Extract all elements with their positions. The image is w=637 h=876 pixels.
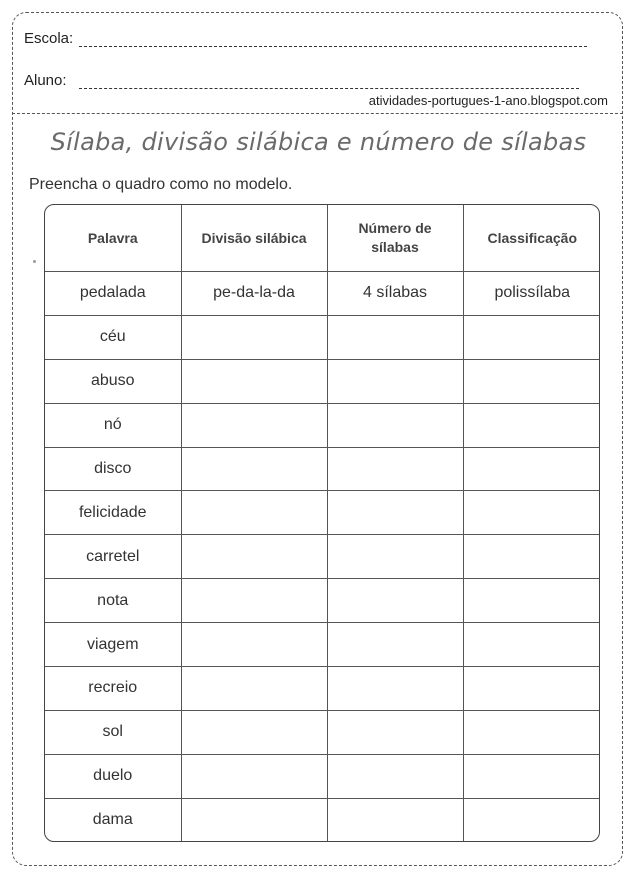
header-classificacao: Classificação <box>463 205 600 272</box>
divisao-blank[interactable] <box>181 447 327 491</box>
header-numero-text: Número de sílabas <box>358 220 432 255</box>
table-row <box>45 710 600 754</box>
numero-blank[interactable] <box>327 403 463 447</box>
numero-blank[interactable] <box>327 798 463 841</box>
aluno-field <box>24 72 579 89</box>
word-cell: carretel <box>45 535 181 579</box>
table-row <box>45 579 600 623</box>
header-palavra: Palavra <box>45 205 181 272</box>
divisao-blank[interactable] <box>181 710 327 754</box>
divisao-blank[interactable] <box>181 491 327 535</box>
divisao-blank[interactable] <box>181 359 327 403</box>
divisao-blank[interactable] <box>181 535 327 579</box>
table-row <box>45 403 600 447</box>
word-cell: disco <box>45 447 181 491</box>
numero-blank[interactable] <box>327 579 463 623</box>
table-row <box>45 447 600 491</box>
table-row <box>45 535 600 579</box>
classificacao-blank[interactable] <box>463 754 600 798</box>
table-row <box>45 798 600 841</box>
model-classificacao: polissílaba <box>463 272 600 316</box>
numero-blank[interactable] <box>327 535 463 579</box>
classificacao-blank[interactable] <box>463 403 600 447</box>
model-row <box>45 272 600 316</box>
table-row <box>45 623 600 667</box>
divisao-blank[interactable] <box>181 667 327 711</box>
escola-blank-line[interactable] <box>79 34 587 47</box>
numero-blank[interactable] <box>327 447 463 491</box>
numero-blank[interactable] <box>327 667 463 711</box>
word-cell: felicidade <box>45 491 181 535</box>
classificacao-blank[interactable] <box>463 359 600 403</box>
classificacao-blank[interactable] <box>463 623 600 667</box>
page-title: Sílaba, divisão silábica e número de sílabas <box>50 128 587 156</box>
header-numero <box>327 205 463 272</box>
numero-blank[interactable] <box>327 359 463 403</box>
decorative-dot <box>33 260 36 263</box>
numero-blank[interactable] <box>327 623 463 667</box>
classificacao-blank[interactable] <box>463 535 600 579</box>
aluno-blank-line[interactable] <box>79 76 579 89</box>
website-url: atividades-portugues-1-ano.blogspot.com <box>368 93 608 108</box>
syllable-table <box>44 204 600 842</box>
word-cell: sol <box>45 710 181 754</box>
table-row <box>45 491 600 535</box>
classificacao-blank[interactable] <box>463 491 600 535</box>
classificacao-blank[interactable] <box>463 710 600 754</box>
classificacao-blank[interactable] <box>463 667 600 711</box>
numero-blank[interactable] <box>327 754 463 798</box>
divisao-blank[interactable] <box>181 798 327 841</box>
numero-blank[interactable] <box>327 710 463 754</box>
classificacao-blank[interactable] <box>463 798 600 841</box>
numero-blank[interactable] <box>327 315 463 359</box>
word-cell: abuso <box>45 359 181 403</box>
escola-field <box>24 30 587 47</box>
divisao-blank[interactable] <box>181 579 327 623</box>
word-cell: céu <box>45 315 181 359</box>
classificacao-blank[interactable] <box>463 447 600 491</box>
numero-blank[interactable] <box>327 491 463 535</box>
word-cell: recreio <box>45 667 181 711</box>
aluno-label: Aluno: <box>24 72 67 89</box>
table-row <box>45 359 600 403</box>
instruction-text: Preencha o quadro como no modelo. <box>29 176 293 193</box>
divisao-blank[interactable] <box>181 315 327 359</box>
table-row <box>45 754 600 798</box>
divisao-blank[interactable] <box>181 403 327 447</box>
table-row <box>45 315 600 359</box>
header-divider <box>12 113 623 114</box>
divisao-blank[interactable] <box>181 623 327 667</box>
table-header-row <box>45 205 600 272</box>
word-cell: viagem <box>45 623 181 667</box>
divisao-blank[interactable] <box>181 754 327 798</box>
classificacao-blank[interactable] <box>463 315 600 359</box>
header-divisao: Divisão silábica <box>181 205 327 272</box>
escola-label: Escola: <box>24 30 74 47</box>
word-cell: dama <box>45 798 181 841</box>
word-cell: duelo <box>45 754 181 798</box>
word-cell: nó <box>45 403 181 447</box>
model-divisao: pe-da-la-da <box>181 272 327 316</box>
model-numero: 4 sílabas <box>327 272 463 316</box>
classificacao-blank[interactable] <box>463 579 600 623</box>
word-cell: nota <box>45 579 181 623</box>
model-palavra: pedalada <box>45 272 181 316</box>
table-row <box>45 667 600 711</box>
